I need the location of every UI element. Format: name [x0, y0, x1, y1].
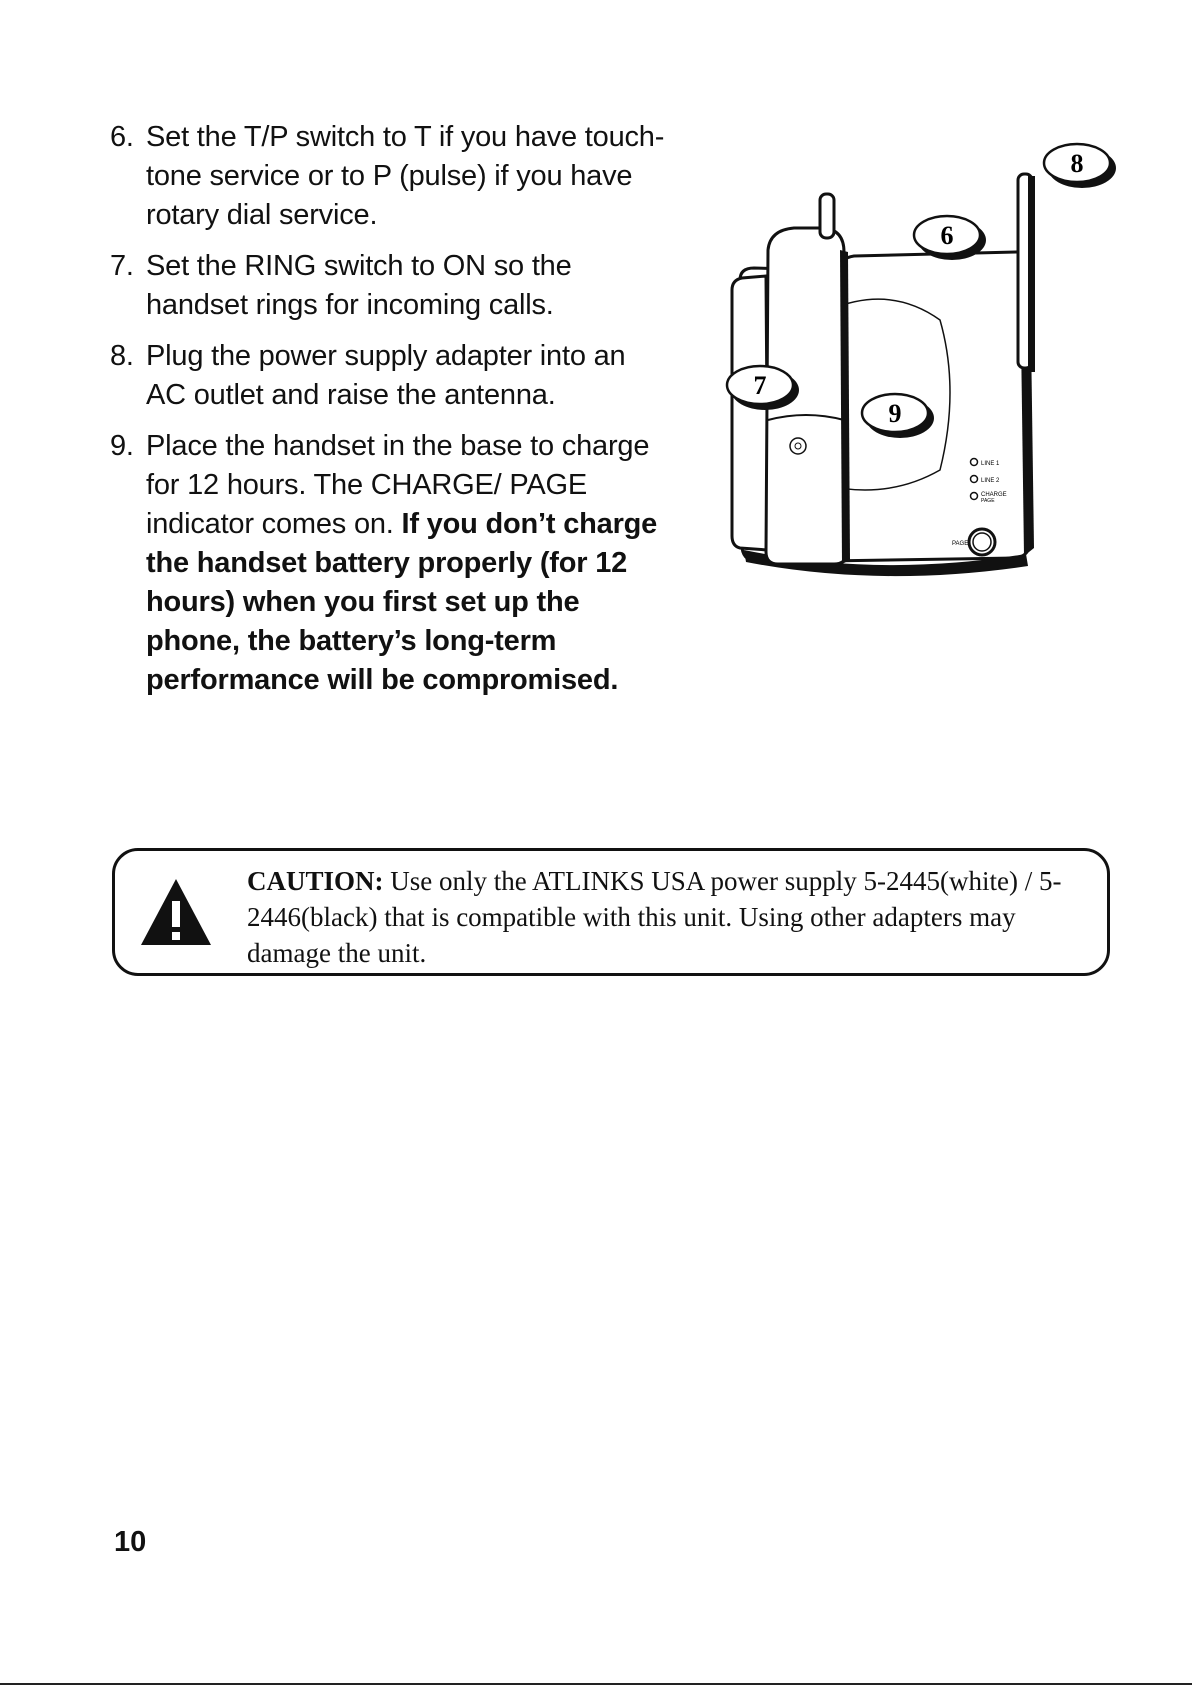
- caution-box: [112, 848, 1110, 976]
- line2-indicator-label: LINE 2: [981, 478, 1000, 484]
- step-text: Place the handset in the base to charge for 12 hours. The CHARGE/ PAGE indicator comes on. If you don’t charge the handset battery properly (for 12 hours) when you first set up the phone, the battery’s long-term performance will be compromised.: [146, 430, 658, 696]
- caution-body: Use only the ATLINKS USA power supply 5-2445(white) / 5-2446(black) that is compatible with this unit. Using other adapters may damage the unit.: [247, 866, 1062, 968]
- setup-steps: [110, 118, 670, 712]
- page-number: 10: [114, 1526, 147, 1558]
- caution-lead: CAUTION:: [247, 866, 384, 896]
- step-6: [110, 118, 670, 235]
- step-9: [110, 427, 670, 700]
- line1-indicator-label: LINE 1: [981, 461, 1000, 467]
- step-number: 6.: [110, 121, 134, 153]
- svg-text:7: 7: [753, 371, 767, 400]
- charge-indicator-label: CHARGE: [981, 492, 1007, 498]
- step-number: 8.: [110, 340, 134, 372]
- step-text: Set the T/P switch to T if you have touch-tone service or to P (pulse) if you have rotary dial service.: [146, 121, 665, 231]
- charge-page-sub-label: PAGE: [981, 498, 995, 504]
- step-7: [110, 247, 670, 325]
- step-number: 7.: [110, 250, 134, 282]
- caution-text: [247, 863, 1097, 971]
- step-text: Plug the power supply adapter into an AC outlet and raise the antenna.: [146, 340, 626, 411]
- step-text: Set the RING switch to ON so the handset rings for incoming calls.: [146, 250, 572, 321]
- step-warning-emphasis: If you don’t charge the handset battery properly (for 12 hours) when you first set up the phone, the battery’s long-term performance will be compromised.: [146, 508, 658, 696]
- phone-base-drawing: [720, 130, 1120, 600]
- step-number: 9.: [110, 430, 134, 462]
- svg-text:8: 8: [1070, 149, 1084, 178]
- callout-8: [1044, 144, 1116, 188]
- warning-triangle-icon: [139, 875, 213, 949]
- step-8: [110, 337, 670, 415]
- phone-base-illustration: [720, 130, 1120, 600]
- svg-text:9: 9: [888, 399, 902, 428]
- svg-text:6: 6: [940, 221, 954, 250]
- page-button-label: PAGE: [952, 541, 969, 547]
